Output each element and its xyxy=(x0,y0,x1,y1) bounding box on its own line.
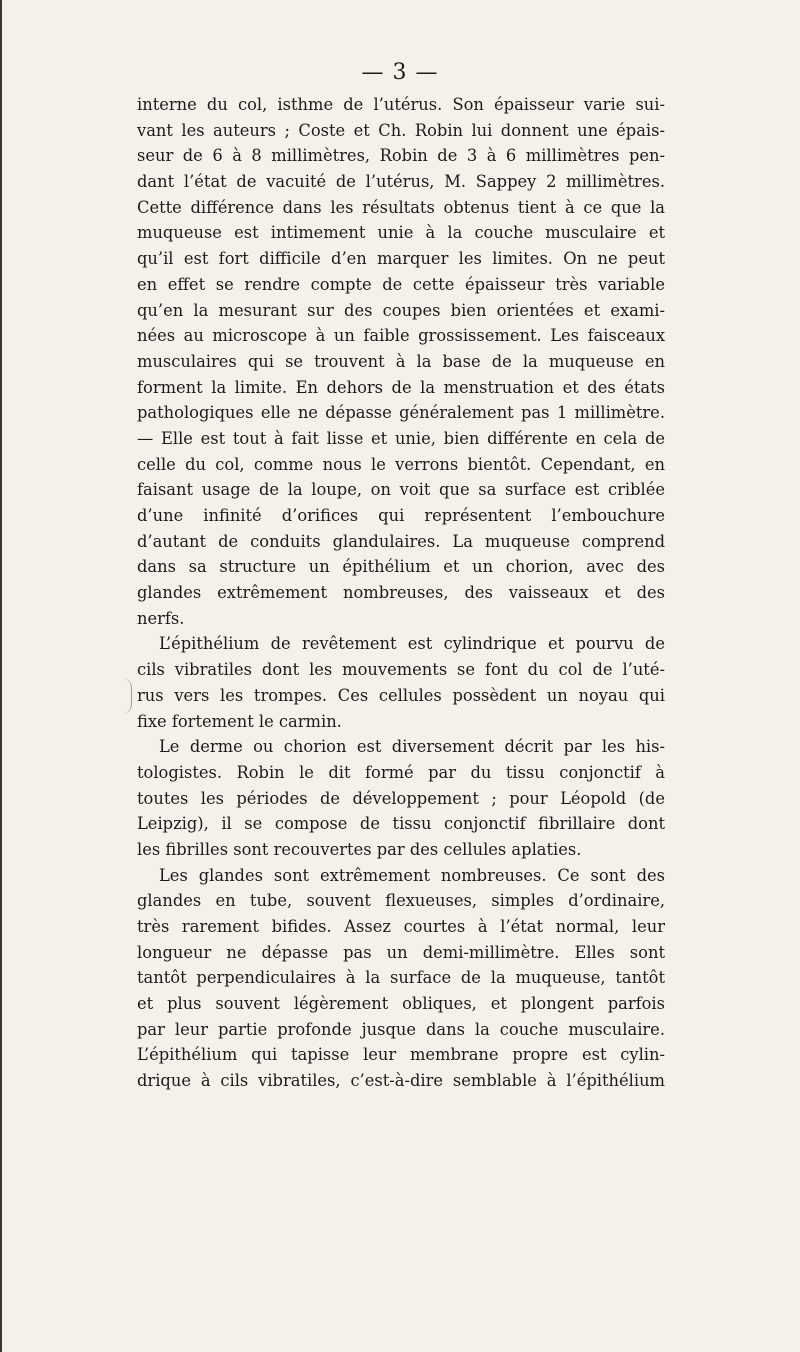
text-line: interne du col, isthme de l’utérus. Son épaisseur varie sui- xyxy=(137,95,665,114)
text-line: Les glandes sont extrêmement nombreuses. Ce sont des xyxy=(159,865,665,885)
text-line: dant l’état de vacuité de l’utérus, M. Sappey 2 millimètres. xyxy=(137,172,665,192)
text-line: celle du col, comme nous le verrons bientôt. Cependant, en xyxy=(137,454,665,474)
text-line: d’autant de conduits glandulaires. La muqueuse comprend xyxy=(137,531,665,551)
text-line: muqueuse est intimement unie à la couche musculaire et xyxy=(137,223,665,243)
text-line: longueur ne dépasse pas un demi-millimètre. Elles sont xyxy=(137,942,665,962)
text-line: Le derme ou chorion est diversement décrit par les his- xyxy=(159,737,665,757)
text-line: toutes les périodes de développement ; pour Léopold (de xyxy=(137,788,665,808)
page-edge-rule xyxy=(0,0,2,1352)
text-line: vant les auteurs ; Coste et Ch. Robin lui donnent une épais- xyxy=(137,120,665,140)
text-line: par leur partie profonde jusque dans la couche musculaire. xyxy=(137,1019,665,1039)
text-line: qu’il est fort difficile d’en marquer les limites. On ne peut xyxy=(137,249,665,269)
text-line: seur de 6 à 8 millimètres, Robin de 3 à 6 millimètres pen- xyxy=(137,146,665,166)
text-line: d’une infinité d’orifices qui représentent l’embouchure xyxy=(137,506,665,525)
text-line: en effet se rendre compte de cette épaisseur très variable xyxy=(137,274,665,294)
text-line: drique à cils vibratiles, c’est-à-dire semblable à l’épithélium xyxy=(137,1071,665,1091)
margin-bracket-mark xyxy=(119,678,132,714)
text-line: forment la limite. En dehors de la menstruation et des états xyxy=(137,377,665,397)
text-line: tologistes. Robin le dit formé par du tissu conjonctif à xyxy=(137,762,665,782)
text-line: — Elle est tout à fait lisse et unie, bien différente en cela de xyxy=(137,428,665,448)
text-line: qu’en la mesurant sur des coupes bien orientées et exami- xyxy=(137,300,665,320)
text-line: les fibrilles sont recouvertes par des cellules aplaties. xyxy=(137,839,582,859)
body-text xyxy=(137,92,665,1094)
text-line: et plus souvent légèrement obliques, et plongent parfois xyxy=(137,994,665,1014)
text-line: Leipzig), il se compose de tissu conjonctif fibrillaire dont xyxy=(137,814,665,834)
text-line: fixe fortement le carmin. xyxy=(137,711,342,731)
text-line: tantôt perpendiculaires à la surface de la muqueuse, tantôt xyxy=(137,968,665,988)
text-line: musculaires qui se trouvent à la base de la muqueuse en xyxy=(137,351,665,371)
text-line: Cette différence dans les résultats obtenus tient à ce que la xyxy=(137,197,665,217)
text-line: cils vibratiles dont les mouvements se font du col de l’uté- xyxy=(137,660,665,680)
text-line: dans sa structure un épithélium et un chorion, avec des xyxy=(137,557,665,577)
text-line: nées au microscope à un faible grossissement. Les faisceaux xyxy=(137,326,665,346)
text-line: rus vers les trompes. Ces cellules possèdent un noyau qui xyxy=(137,685,665,705)
text-line: glandes en tube, souvent flexueuses, simples d’ordinaire, xyxy=(137,891,665,911)
text-line: nerfs. xyxy=(137,608,185,628)
text-line: L’épithélium qui tapisse leur membrane propre est cylin- xyxy=(137,1045,665,1065)
text-line: pathologiques elle ne dépasse généralement pas 1 millimètre. xyxy=(137,403,665,423)
text-line: faisant usage de la loupe, on voit que sa surface est criblée xyxy=(137,480,665,500)
page-number: — 3 — xyxy=(361,60,439,85)
text-line: très rarement bifides. Assez courtes à l’état normal, leur xyxy=(137,917,665,936)
text-line: glandes extrêmement nombreuses, des vaisseaux et des xyxy=(137,583,665,603)
text-line: L’épithélium de revêtement est cylindrique et pourvu de xyxy=(159,634,665,654)
